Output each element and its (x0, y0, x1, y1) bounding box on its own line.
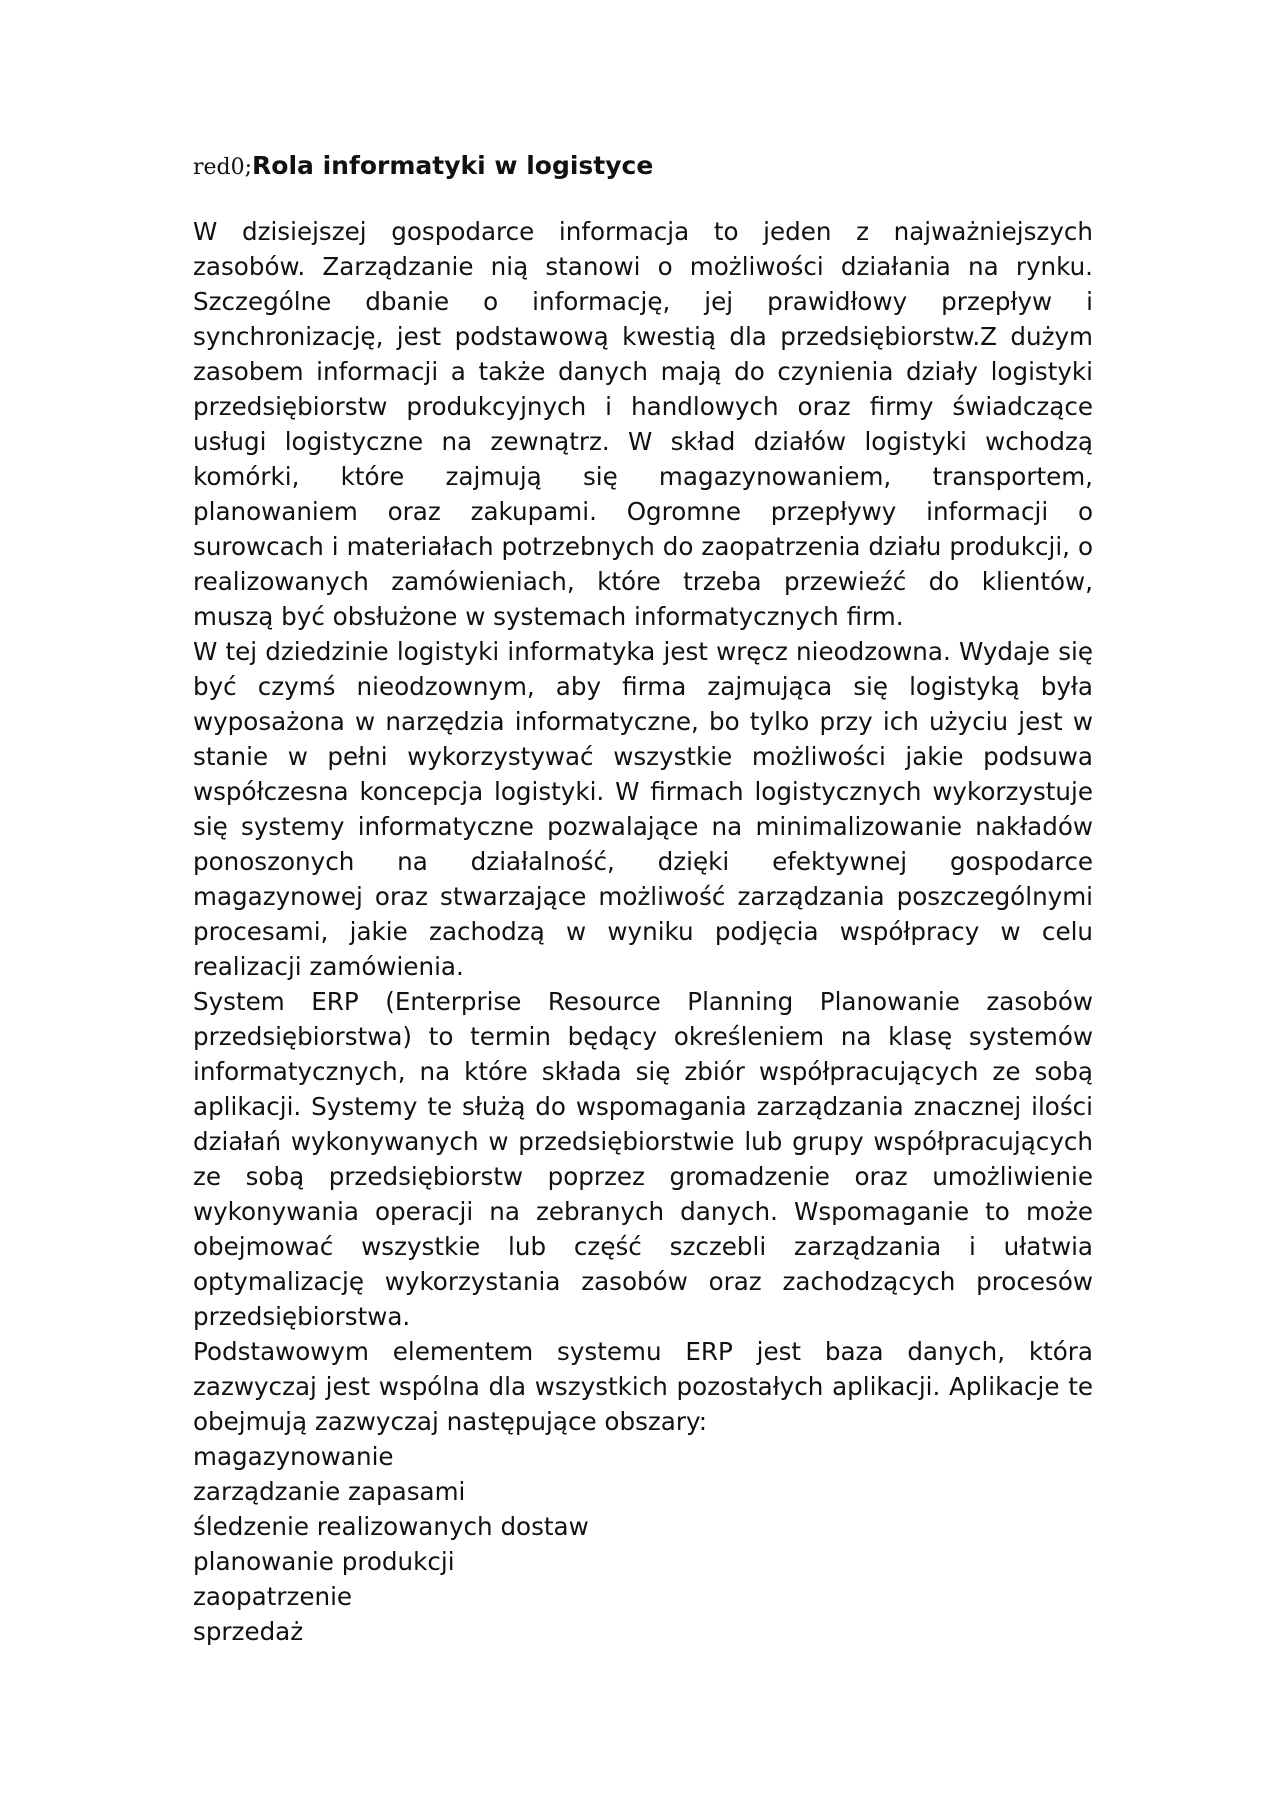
document-title: Rola informatyki w logistyce (252, 151, 654, 180)
paragraph-4: Podstawowym elementem systemu ERP jest baza danych, która zazwyczaj jest wspólna dla wszystkich pozostałych aplikacji. Aplikacje te obejmują zazwyczaj następujące obszary: (193, 1337, 1093, 1436)
paragraph-2: W tej dziedzinie logistyki informatyka jest wręcz nieodzowna. Wydaje się być czymś nieodzownym, aby firma zajmująca się logistyką była wyposażona w narzędzia informatyczne, bo tylko przy ich użyciu jest w stanie w pełni wykorzystywać wszystkie możliwości jakie podsuwa współczesna koncepcja logistyki. W firmach logistycznych wykorzystuje się systemy informatyczne pozwalające na minimalizowanie nakładów ponoszonych na działalność, dzięki efektywnej gospodarce magazynowej oraz stwarzające możliwość zarządzania poszczególnymi procesami, jakie zachodzą w wyniku podjęcia współpracy w celu realizacji zamówienia. (193, 637, 1093, 981)
list-item: planowanie produkcji (193, 1547, 455, 1576)
list-item: magazynowanie (193, 1442, 394, 1471)
list-item: zaopatrzenie (193, 1582, 353, 1611)
list-item: śledzenie realizowanych dostaw (193, 1512, 589, 1541)
document-page (193, 148, 1093, 1649)
erp-areas-list (193, 1439, 1093, 1649)
list-item: sprzedaż (193, 1617, 304, 1646)
document-title-line (193, 148, 1093, 185)
paragraph-3: System ERP (Enterprise Resource Planning Planowanie zasobów przedsiębiorstwa) to termin będący określeniem na klasę systemów informatycznych, na które składa się zbiór współpracujących ze sobą aplikacji. Systemy te służą do wspomagania zarządzania znacznej ilości działań wykonywanych w przedsiębiorstwie lub grupy współpracujących ze sobą przedsiębiorstw poprzez gromadzenie oraz umożliwienie wykonywania operacji na zebranych danych. Wspomaganie to może obejmować wszystkie lub część szczebli zarządzania i ułatwia optymalizację wykorzystania zasobów oraz zachodzących procesów przedsiębiorstwa. (193, 987, 1093, 1331)
list-item: zarządzanie zapasami (193, 1477, 466, 1506)
paragraph-1: W dzisiejszej gospodarce informacja to jeden z najważniejszych zasobów. Zarządzanie nią stanowi o możliwości działania na rynku. Szczególne dbanie o informację, jej prawidłowy przepływ i synchronizację, jest podstawową kwestią dla przedsiębiorstw.Z dużym zasobem informacji a także danych mają do czynienia działy logistyki przedsiębiorstw produkcyjnych i handlowych oraz firmy świadczące usługi logistyczne na zewnątrz. W skład działów logistyki wchodzą komórki, które zajmują się magazynowaniem, transportem, planowaniem oraz zakupami. Ogromne przepływy informacji o surowcach i materiałach potrzebnych do zaopatrzenia działu produkcji, o realizowanych zamówieniach, które trzeba przewieźć do klientów, muszą być obsłużone w systemach informatycznych firm. (193, 217, 1093, 631)
title-prefix: red0; (193, 155, 253, 180)
